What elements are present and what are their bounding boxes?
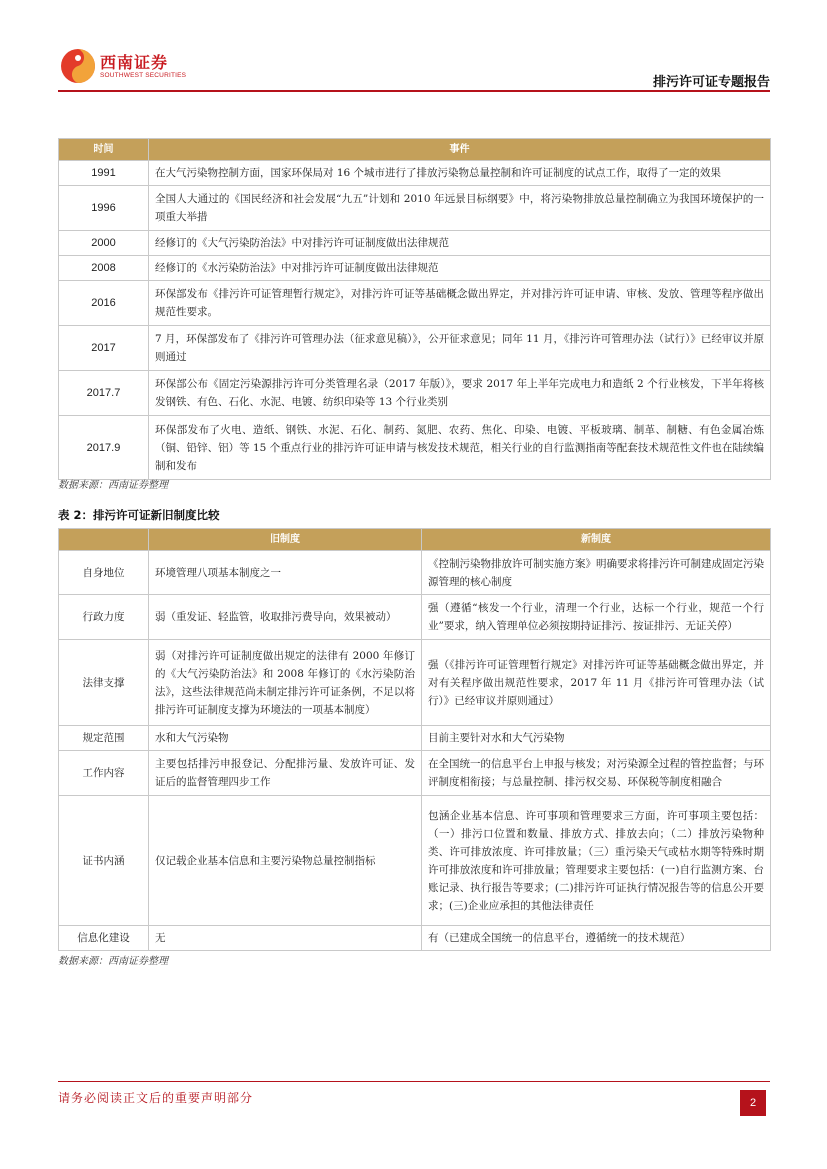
- row-year: 1996: [59, 186, 149, 231]
- row-label: 信息化建设: [59, 926, 149, 951]
- table-row: [59, 231, 771, 256]
- report-title: 排污许可证专题报告: [652, 75, 770, 90]
- table-row: [59, 751, 771, 796]
- header-new-system: 新制度: [422, 529, 771, 551]
- header-event: 事件: [149, 139, 771, 161]
- row-new: 《控制污染物排放许可制实施方案》明确要求将排污许可制建成固定污染源管理的核心制度: [422, 551, 771, 595]
- row-new: 包涵企业基本信息、许可事项和管理要求三方面，许可事项主要包括：（一）排污口位置和数量、排放方式、排放去向；（二）排放污染物种类、许可排放浓度、许可排放量；（三）重污染天气或枯水期等特殊时期许可排放浓度和许可排放量；管理要求主要包括：(一)自行监测方案、台账记录、执行报告等要求；(二)排污许可证执行情况报告等的信息公开要求；(三)企业应承担的其他法律责任: [422, 796, 771, 926]
- page-number: 2: [740, 1090, 766, 1116]
- row-event: 经修订的《水污染防治法》中对排污许可证制度做出法律规范: [149, 256, 771, 281]
- table-header-row: [59, 139, 771, 161]
- table-row: [59, 796, 771, 926]
- row-new: 强（《排污许可证管理暂行规定》对排污许可证等基础概念做出界定，并对有关程序做出规范性要求，2017 年 11 月《排污许可管理办法（试行）》已经审议并原则通过）: [422, 640, 771, 726]
- row-new: 在全国统一的信息平台上申报与核发；对污染源全过程的管控监督；与环评制度相衔接；与总量控制、排污权交易、环保税等制度相融合: [422, 751, 771, 796]
- table1-source: 数据来源：西南证券整理: [58, 480, 168, 491]
- row-old: 水和大气污染物: [149, 726, 422, 751]
- table-row: [59, 640, 771, 726]
- header-old-system: 旧制度: [149, 529, 422, 551]
- row-new: 目前主要针对水和大气污染物: [422, 726, 771, 751]
- row-label: 证书内涵: [59, 796, 149, 926]
- table-row: [59, 186, 771, 231]
- row-label: 行政力度: [59, 595, 149, 640]
- table-row: [59, 326, 771, 371]
- timeline-table: [58, 138, 771, 480]
- table2-source: 数据来源：西南证券整理: [58, 956, 168, 967]
- row-year: 1991: [59, 161, 149, 186]
- comparison-table: [58, 528, 771, 951]
- page-header: [58, 44, 770, 92]
- table-row: [59, 726, 771, 751]
- company-logo: [58, 46, 198, 86]
- row-old: 仅记载企业基本信息和主要污染物总量控制指标: [149, 796, 422, 926]
- row-label: 法律支撑: [59, 640, 149, 726]
- row-old: 主要包括排污申报登记、分配排污量、发放许可证、发证后的监督管理四步工作: [149, 751, 422, 796]
- header-time: 时间: [59, 139, 149, 161]
- row-old: 无: [149, 926, 422, 951]
- row-event: 全国人大通过的《国民经济和社会发展“九五”计划和 2010 年远景目标纲要》中，将污染物排放总量控制确立为我国环境保护的一项重大举措: [149, 186, 771, 231]
- row-event: 在大气污染物控制方面，国家环保局对 16 个城市进行了排放污染物总量控制和许可证制度的试点工作，取得了一定的效果: [149, 161, 771, 186]
- row-year: 2000: [59, 231, 149, 256]
- row-event: 环保部公布《固定污染源排污许可分类管理名录（2017 年版）》，要求 2017 年上半年完成电力和造纸 2 个行业核发，下半年将核发钢铁、有色、石化、水泥、电镀、纺织印染等 13 个行业类别: [149, 371, 771, 416]
- table2-caption: 表 2：排污许可证新旧制度比较: [58, 508, 220, 522]
- logo-chinese-name: 西南证券: [100, 53, 169, 72]
- table-row: [59, 926, 771, 951]
- row-label: 工作内容: [59, 751, 149, 796]
- row-label: 自身地位: [59, 551, 149, 595]
- row-year: 2017.9: [59, 416, 149, 480]
- row-event: 7 月，环保部发布了《排污许可管理办法（征求意见稿）》，公开征求意见；同年 11 月，《排污许可管理办法（试行）》已经审议并原则通过: [149, 326, 771, 371]
- page-footer: [58, 1081, 770, 1109]
- logo-emblem-icon: [60, 48, 96, 84]
- table-row: [59, 371, 771, 416]
- row-old: 弱（对排污许可证制度做出规定的法律有 2000 年修订的《大气污染防治法》和 2008 年修订的《水污染防治法》，这些法律规范尚未制定排污许可证条例，不足以将排污许可证制度支撑为环境法的一项基本制度）: [149, 640, 422, 726]
- row-label: 规定范围: [59, 726, 149, 751]
- table-header-row: [59, 529, 771, 551]
- table-row: [59, 256, 771, 281]
- logo-english-name: SOUTHWEST SECURITIES: [100, 72, 187, 79]
- disclaimer-note: 请务必阅读正文后的重要声明部分: [58, 1091, 254, 1105]
- header-blank: [59, 529, 149, 551]
- row-event: 经修订的《大气污染防治法》中对排污许可证制度做出法律规范: [149, 231, 771, 256]
- row-year: 2016: [59, 281, 149, 326]
- table-row: [59, 551, 771, 595]
- table-row: [59, 161, 771, 186]
- row-event: 环保部发布了火电、造纸、钢铁、水泥、石化、制药、氮肥、农药、焦化、印染、电镀、平板玻璃、制革、制糖、有色金属冶炼（铜、铅锌、铝）等 15 个重点行业的排污许可证申请与核发技术规范，相关行业的自行监测指南等配套技术规范性文件也在陆续编制和发布: [149, 416, 771, 480]
- row-new: 有（已建成全国统一的信息平台，遵循统一的技术规范）: [422, 926, 771, 951]
- table-row: [59, 416, 771, 480]
- row-old: 环境管理八项基本制度之一: [149, 551, 422, 595]
- row-year: 2008: [59, 256, 149, 281]
- row-year: 2017.7: [59, 371, 149, 416]
- table-row: [59, 281, 771, 326]
- row-year: 2017: [59, 326, 149, 371]
- table-row: [59, 595, 771, 640]
- row-new: 强（遵循“核发一个行业，清理一个行业，达标一个行业，规范一个行业”要求，纳入管理单位必须按期持证排污、按证排污、无证关停）: [422, 595, 771, 640]
- row-old: 弱（重发证、轻监管，收取排污费导向，效果被动）: [149, 595, 422, 640]
- row-event: 环保部发布《排污许可证管理暂行规定》，对排污许可证等基础概念做出界定，并对排污许可证申请、审核、发放、管理等程序做出规范性要求。: [149, 281, 771, 326]
